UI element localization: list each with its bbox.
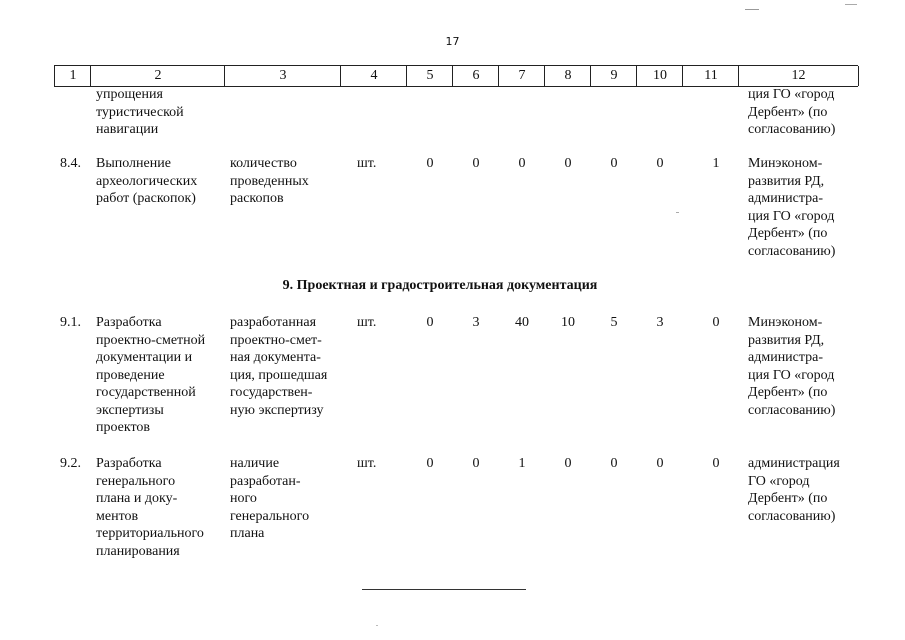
col-header-3: 3 [224, 66, 341, 86]
scan-speck [845, 4, 857, 5]
row-9-1-val-7: 40 [515, 315, 529, 330]
row-8-4-val-8: 0 [564, 156, 572, 171]
col-header-1: 1 [54, 66, 91, 86]
text-line: администра- [748, 191, 824, 206]
scan-speck [676, 212, 679, 213]
row-9-1-val-9: 5 [610, 315, 618, 330]
row-8-4-val-11: 1 [712, 156, 720, 171]
text-line: государствен- [230, 385, 313, 400]
text-line: плана и доку- [96, 491, 178, 506]
text-line: ментов [96, 508, 139, 524]
text-line: экспертизы [96, 402, 164, 418]
col-header-8: 8 [544, 66, 591, 86]
text-line: генерального [96, 473, 176, 489]
row-9-2-val-5: 0 [426, 456, 434, 471]
text-line: ГО «город [748, 473, 810, 489]
row-9-2-description [96, 455, 204, 560]
text-line: ная документа- [230, 350, 321, 365]
text-line: проведенных [230, 173, 309, 189]
text-line: государственной [96, 385, 196, 400]
row-9-1-number: 9.1. [60, 315, 81, 330]
text-line: Выполнение [96, 156, 171, 171]
row-8-4-val-5: 0 [426, 156, 434, 171]
row-9-2-unit: шт. [357, 456, 377, 471]
cont-row-description [96, 86, 184, 139]
scan-speck [376, 625, 378, 626]
text-line: Минэконом- [748, 156, 823, 171]
text-line: Дербент» (по [748, 226, 828, 241]
col-header-9: 9 [590, 66, 637, 86]
row-9-1-unit: шт. [357, 315, 377, 330]
row-8-4-indicator [230, 155, 309, 208]
row-8-4-val-7: 0 [518, 156, 526, 171]
text-line: ция ГО «город [748, 87, 835, 102]
text-line: Разработка [96, 315, 162, 330]
text-line: туристической [96, 104, 184, 120]
text-line: проектно-смет- [230, 332, 322, 348]
text-line: навигации [96, 122, 159, 137]
section-title: 9. Проектная и градостроительная документация [282, 278, 598, 293]
row-8-4-val-9: 0 [610, 156, 618, 171]
text-line: Разработка [96, 456, 162, 471]
row-8-4-val-10: 0 [656, 156, 664, 171]
text-line: администра- [748, 350, 824, 365]
text-line: генерального [230, 508, 310, 524]
text-line: согласованию) [748, 122, 836, 137]
row-8-4-responsible [748, 155, 852, 260]
text-line: документации и [96, 350, 193, 365]
text-line: разработан- [230, 473, 301, 489]
text-line: планирования [96, 543, 180, 559]
row-9-1-val-11: 0 [712, 315, 720, 330]
footnote-separator [362, 589, 526, 590]
row-9-1-val-10: 3 [656, 315, 664, 330]
page-number: 17 [445, 35, 460, 48]
row-9-2-val-9: 0 [610, 456, 618, 471]
text-line: ция ГО «город [748, 367, 835, 383]
row-9-1-indicator [230, 314, 327, 419]
col-header-6: 6 [452, 66, 499, 86]
text-line: археологических [96, 173, 198, 189]
text-line: плана [230, 526, 265, 541]
col-header-4: 4 [340, 66, 407, 86]
row-9-2-responsible [748, 455, 852, 525]
text-line: упрощения [96, 87, 163, 102]
row-9-2-val-10: 0 [656, 456, 664, 471]
text-line: Дербент» (по [748, 104, 828, 120]
row-9-1-val-8: 10 [561, 315, 575, 330]
text-line: Дербент» (по [748, 385, 828, 400]
col-header-10: 10 [636, 66, 683, 86]
row-9-2-val-11: 0 [712, 456, 720, 471]
row-8-4-description [96, 155, 197, 208]
text-line: проектов [96, 420, 151, 435]
table-column-header [54, 65, 858, 87]
text-line: раскопов [230, 191, 284, 206]
text-line: ция ГО «город [748, 208, 835, 224]
row-8-4-number: 8.4. [60, 156, 81, 171]
row-8-4-unit: шт. [357, 156, 377, 171]
row-9-1-description [96, 314, 205, 437]
col-header-5: 5 [406, 66, 453, 86]
text-line: ного [230, 491, 257, 506]
text-line: развития РД, [748, 332, 825, 348]
text-line: ную экспертизу [230, 402, 324, 418]
row-9-2-val-7: 1 [518, 456, 526, 471]
text-line: согласованию) [748, 243, 836, 259]
text-line: Минэконом- [748, 315, 823, 330]
col-header-2: 2 [90, 66, 225, 86]
row-9-1-val-5: 0 [426, 315, 434, 330]
text-line: согласованию) [748, 402, 836, 418]
col-header-12: 12 [738, 66, 859, 86]
row-9-2-val-6: 0 [472, 456, 480, 471]
row-8-4-val-6: 0 [472, 156, 480, 171]
text-line: проектно-сметной [96, 332, 206, 348]
text-line: наличие [230, 456, 280, 471]
text-line: территориального [96, 526, 204, 541]
text-line: развития РД, [748, 173, 825, 189]
row-9-2-number: 9.2. [60, 456, 81, 471]
row-9-1-val-6: 3 [472, 315, 480, 330]
text-line: количество [230, 156, 297, 171]
text-line: Дербент» (по [748, 491, 828, 506]
text-line: разработанная [230, 315, 317, 330]
cont-row-responsible [748, 86, 852, 139]
text-line: ция, прошедшая [230, 367, 328, 383]
col-header-11: 11 [682, 66, 739, 86]
text-line: работ (раскопок) [96, 191, 196, 206]
row-9-1-responsible [748, 314, 852, 419]
col-header-7: 7 [498, 66, 545, 86]
text-line: согласованию) [748, 508, 836, 524]
row-9-2-indicator [230, 455, 309, 543]
text-line: проведение [96, 367, 165, 383]
scan-speck [745, 9, 759, 10]
row-9-2-val-8: 0 [564, 456, 572, 471]
text-line: администрация [748, 456, 840, 471]
